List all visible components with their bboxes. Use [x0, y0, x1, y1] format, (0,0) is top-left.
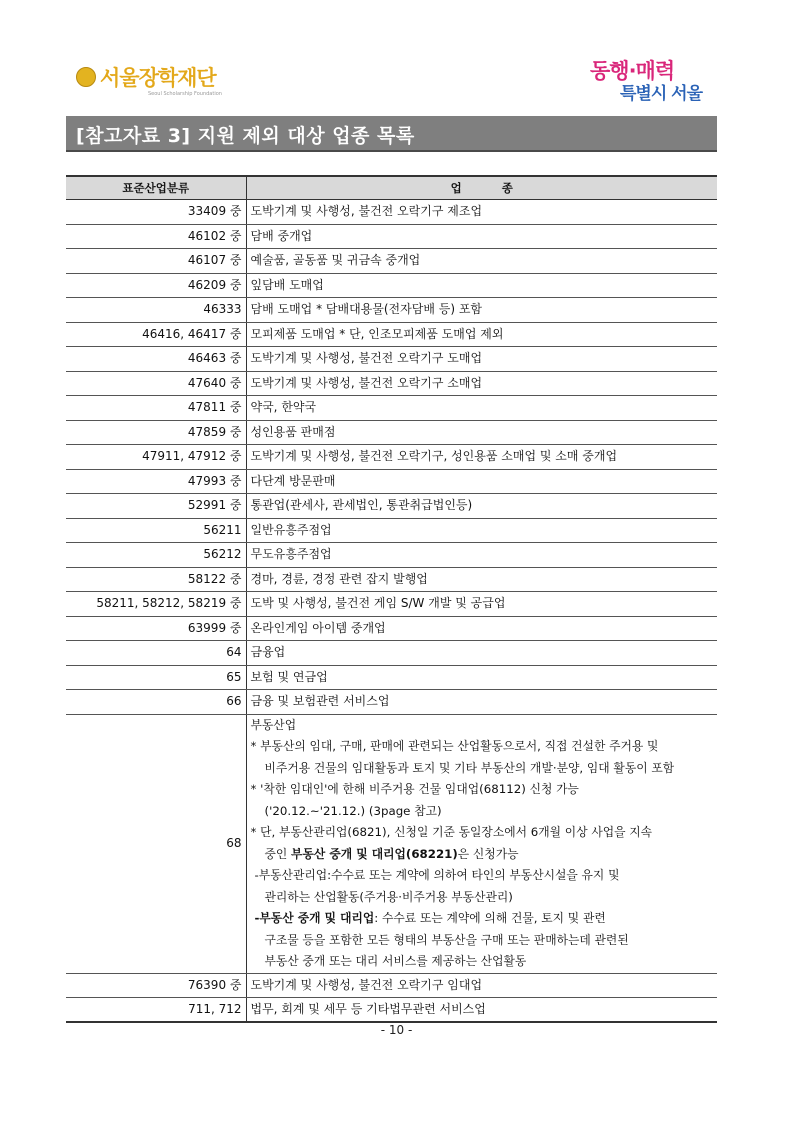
row-industry: 금융 및 보험관련 서비스업 [246, 690, 717, 715]
table-row [66, 200, 717, 225]
row-code: 46416, 46417 중 [66, 322, 246, 347]
table-row [66, 518, 717, 543]
table-row [66, 494, 717, 519]
row-industry: 도박기계 및 사행성, 불건전 오락기구 임대업 [246, 973, 717, 998]
re-line: -부동산관리업:수수료 또는 계약에 의하여 타인의 부동산시설을 유지 및 [254, 868, 620, 882]
table-row [66, 543, 717, 568]
re-line: ('20.12.~'21.12.) (3page 참고) [264, 803, 442, 818]
row-code: 46209 중 [66, 273, 246, 298]
re-line-mixed [251, 844, 714, 866]
row-industry: 통관업(관세사, 관세법인, 통관취급법인등) [246, 494, 717, 519]
row-code: 46463 중 [66, 347, 246, 372]
left-logo-text: 서울장학재단 [100, 66, 216, 90]
row-code: 58122 중 [66, 567, 246, 592]
table-row [66, 322, 717, 347]
right-logo-line2: 특별시 서울 [620, 84, 703, 104]
row-code: 68 [66, 714, 246, 973]
row-code: 66 [66, 690, 246, 715]
seoul-city-logo [590, 55, 720, 103]
row-industry: 담배 도매업 * 담배대용물(전자담배 등) 포함 [246, 298, 717, 323]
row-industry: 도박기계 및 사행성, 불건전 오락기구 소매업 [246, 371, 717, 396]
table-row [66, 224, 717, 249]
row-code: 76390 중 [66, 973, 246, 998]
row-industry: 성인용품 판매점 [246, 420, 717, 445]
re-line: 비주거용 건물의 임대활동과 토지 및 기타 부동산의 개발·분양, 임대 활동이 포함 [264, 760, 675, 775]
row-code: 711, 712 [66, 998, 246, 1023]
header-industry: 업 종 [246, 176, 717, 200]
row-industry: 일반유흥주점업 [246, 518, 717, 543]
row-code: 56211 [66, 518, 246, 543]
re-text: 은 신청가능 [457, 846, 519, 861]
row-code: 52991 중 [66, 494, 246, 519]
row-industry: 온라인게임 아이템 중개업 [246, 616, 717, 641]
row-code: 63999 중 [66, 616, 246, 641]
re-line: 부동산 중개 또는 대리 서비스를 제공하는 산업활동 [264, 954, 527, 968]
table-row [66, 396, 717, 421]
section-title: [참고자료 3] 지원 제외 대상 업종 목록 [76, 125, 415, 147]
row-code: 47811 중 [66, 396, 246, 421]
right-logo-line1: 동행·매력 [590, 59, 675, 83]
table-row [66, 420, 717, 445]
row-code: 65 [66, 665, 246, 690]
section-title-bar [66, 116, 717, 152]
re-line: 부동산업 [250, 717, 297, 732]
row-industry: 모피제품 도매업 * 단, 인조모피제품 도매업 제외 [246, 322, 717, 347]
table-row [66, 592, 717, 617]
table-header-row [66, 176, 717, 200]
row-code: 46102 중 [66, 224, 246, 249]
table-row [66, 445, 717, 470]
re-line: 구조물 등을 포함한 모든 형태의 부동산을 구매 또는 판매하는데 관련된 [264, 932, 629, 947]
seoul-scholarship-logo [76, 62, 222, 97]
row-code: 58211, 58212, 58219 중 [66, 592, 246, 617]
page-number: - 10 - [380, 1023, 413, 1037]
re-text: 중인 [264, 846, 288, 861]
row-industry: 다단계 방문판매 [246, 469, 717, 494]
table-row [66, 998, 717, 1023]
re-line: * '착한 임대인'에 한해 비주거용 건물 임대업(68112) 신청 가능 [250, 782, 579, 796]
row-industry: 도박 및 사행성, 불건전 게임 S/W 개발 및 공급업 [246, 592, 717, 617]
row-industry: 도박기계 및 사행성, 불건전 오락기구, 성인용품 소매업 및 소매 중개업 [246, 445, 717, 470]
row-code: 47859 중 [66, 420, 246, 445]
row-industry: 무도유흥주점업 [246, 543, 717, 568]
row-code: 47911, 47912 중 [66, 445, 246, 470]
row-industry: 약국, 한약국 [246, 396, 717, 421]
header-code: 표준산업분류 [66, 176, 246, 200]
table-row [66, 690, 717, 715]
row-code: 64 [66, 641, 246, 666]
row-code: 56212 [66, 543, 246, 568]
row-industry: 보험 및 연금업 [246, 665, 717, 690]
table-row [66, 616, 717, 641]
row-industry: 금융업 [246, 641, 717, 666]
re-text: : 수수료 또는 계약에 의해 건물, 토지 및 관련 [374, 911, 606, 925]
row-code: 46333 [66, 298, 246, 323]
row-industry: 잎담배 도매업 [246, 273, 717, 298]
re-line: 관리하는 산업활동(주거용·비주거용 부동산관리) [264, 889, 513, 904]
row-code: 46107 중 [66, 249, 246, 274]
excluded-industry-table [66, 175, 717, 1023]
row-code: 33409 중 [66, 200, 246, 225]
table-row [66, 641, 717, 666]
re-bold-text: -부동산 중개 및 대리업 [254, 911, 375, 925]
table-row [66, 371, 717, 396]
row-industry: 법무, 회계 및 세무 등 기타법무관련 서비스업 [246, 998, 717, 1023]
seal-icon [76, 67, 96, 87]
row-industry: 도박기계 및 사행성, 불건전 오락기구 제조업 [246, 200, 717, 225]
row-industry: 예술품, 골동품 및 귀금속 중개업 [246, 249, 717, 274]
table-row [66, 469, 717, 494]
real-estate-description [246, 714, 717, 973]
table-row-real-estate [66, 714, 717, 973]
re-line-mixed [251, 908, 714, 930]
row-code: 47640 중 [66, 371, 246, 396]
table-row [66, 273, 717, 298]
re-line: * 부동산의 임대, 구매, 판매에 관련되는 산업활동으로서, 직접 건설한 주거용 및 [250, 739, 659, 753]
row-industry: 도박기계 및 사행성, 불건전 오락기구 도매업 [246, 347, 717, 372]
row-industry: 담배 중개업 [246, 224, 717, 249]
table-row [66, 665, 717, 690]
table-row [66, 973, 717, 998]
table-row [66, 298, 717, 323]
row-industry: 경마, 경륜, 경정 관련 잡지 발행업 [246, 567, 717, 592]
re-bold-text: 부동산 중개 및 대리업(68221) [291, 846, 458, 861]
re-line: * 단, 부동산관리업(6821), 신청일 기준 동일장소에서 6개월 이상 사업을 지속 [250, 825, 653, 839]
row-code: 47993 중 [66, 469, 246, 494]
table-row [66, 249, 717, 274]
left-logo-subtext: Seoul Scholarship Foundation [148, 91, 222, 97]
table-row [66, 347, 717, 372]
table-row [66, 567, 717, 592]
